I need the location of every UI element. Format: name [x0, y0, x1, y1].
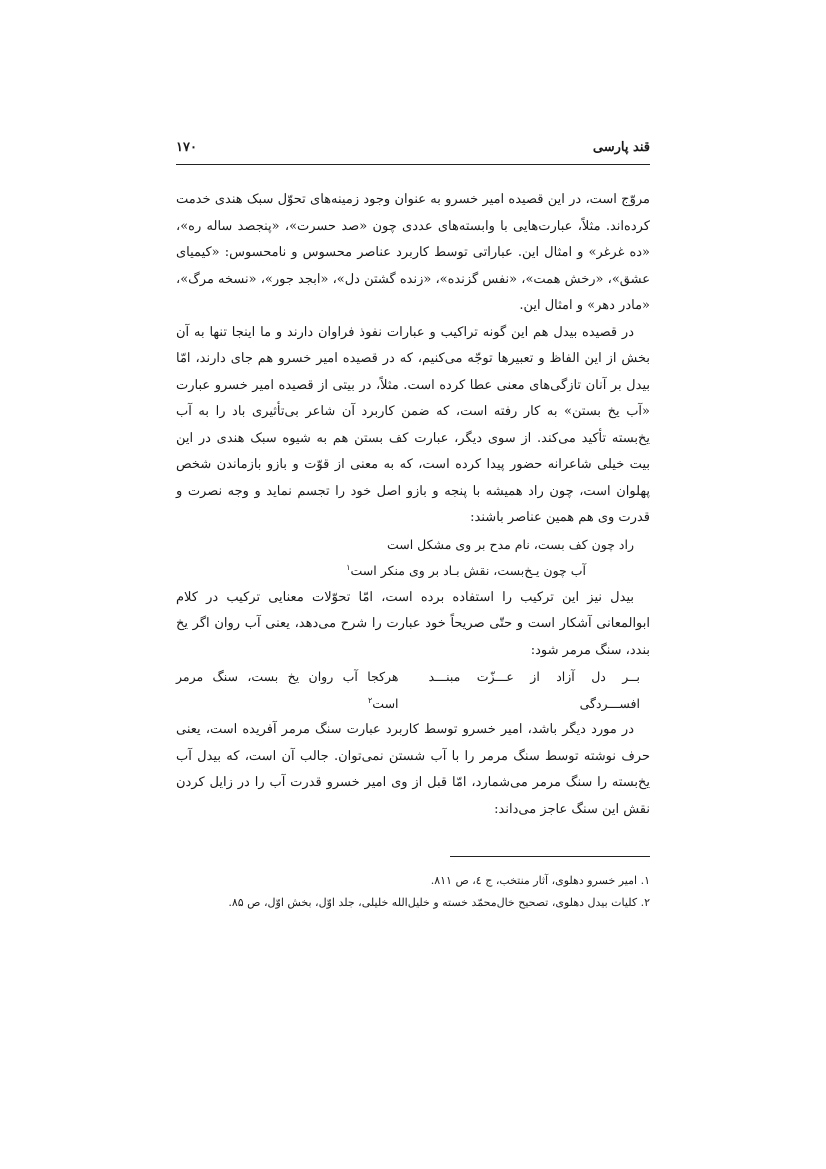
verse-2-couplet	[176, 664, 650, 717]
page-number: ۱۷۰	[176, 140, 197, 155]
body-text	[176, 187, 650, 823]
verse-2-hemistich-1: بــر دل آزاد از عـــزّت مبنـــد افســـردگی	[428, 669, 640, 711]
verse-2-hemistich-2	[176, 664, 399, 717]
running-head	[176, 140, 650, 165]
paragraph-1: مروّج است، در این قصیده امیر خسرو به عنوان وجود زمینه‌های تحوّل سبک هندی خدمت کرده‌اند. مثلاً، عبارت‌هایی با وابسته‌های عددی چون «صد حسرت»، «پنجصد ساله ره»، «ده غرغر» و امثال این. عباراتی توسط کاربرد عناصر محسوس و نامحسوس: «کیمیای عشق»، «رخش همت»، «نفس گزنده»، «زنده گشتن دل»، «ابجد جور»، «نسخه مرگ»، «مادر دهر» و امثال این.	[176, 192, 650, 313]
footnote-divider	[450, 856, 650, 857]
footnote-ref-2[interactable]: ۲	[368, 695, 373, 705]
paragraph-4: در مورد دیگر باشد، امیر خسرو توسط کاربرد عبارت سنگ مرمر آفریده است، یعنی حرف نوشته توسط سنگ مرمر را با آب شستن نمی‌توان. جالب آن است، که بیدل آب یخ‌بسته را سنگ مرمر می‌شمارد، امّا قبل از وی امیر خسرو قدرت آب را در زایل کردن نقش این سنگ عاجز می‌داند:	[176, 722, 650, 817]
verse-2-hemistich-2-text: هرکجا آب روان یخ بست، سنگ مرمر است	[176, 669, 399, 711]
footnote-ref-1[interactable]: ۱	[346, 562, 351, 572]
paragraph-3: بیدل نیز این ترکیب را استفاده برده است، امّا تحوّلات معنایی ترکیب در کلام ابوالمعانی آشکار است و حتّی صریحاً خود عبارت را شرح می‌دهد، یعنی آب روان اگر یخ بندد، سنگ مرمر شود:	[176, 589, 650, 658]
verse-1-line-1: راد چون کف بست، نام مدح بر وی مشکل است	[386, 536, 634, 552]
journal-title: قند پارسی	[592, 140, 650, 155]
footnotes	[176, 870, 650, 914]
page-content	[176, 140, 650, 823]
paragraph-2: در قصیده بیدل هم این گونه تراکیب و عبارات نفوذ فراوان دارند و ما اینجا تنها به آن بخش از این الفاظ و تعبیرها توجّه می‌کنیم، که در قصیده امیر خسرو هم جای دارند، امّا بیدل بر آنان تازگی‌های معنی عطا کرده است. مثلاً، در بیتی از قصیده امیر خسرو عبارت «آب یخ بستن» به کار رفته است، که ضمن کاربرد آن شاعر بی‌تأثیری باد را به آب یخ‌بسته تأکید می‌کند. از سوی دیگر، عبارت کف بستن هم به شیوه سبک هندی در این بیت خیلی شاعرانه حضور پیدا کرده است، که به معنی از قوّت و بازو بازماندن شخص پهلوان است، چون راد همیشه با پنجه و بازو اصل خود را تجسم نماید و وجه نصرت و قدرت وی هم همین عناصر باشند:	[176, 324, 650, 525]
footnote-1: ۱. امیر خسرو دهلوی، آثار منتخب، ج ٤، ص ۸۱۱.	[430, 874, 650, 887]
footnote-2: ۲. کلیات بیدل دهلوی، تصحیح خال‌محمّد خسته و خلیل‌الله خلیلی، جلد اوّل، بخش اوّل، ص ۸۵.	[228, 896, 650, 909]
verse-1-line-2-text: آب چون یـخ‌بست، نقش بـاد بر وی منکر است	[350, 563, 586, 578]
verse-1-line-2	[176, 558, 650, 585]
